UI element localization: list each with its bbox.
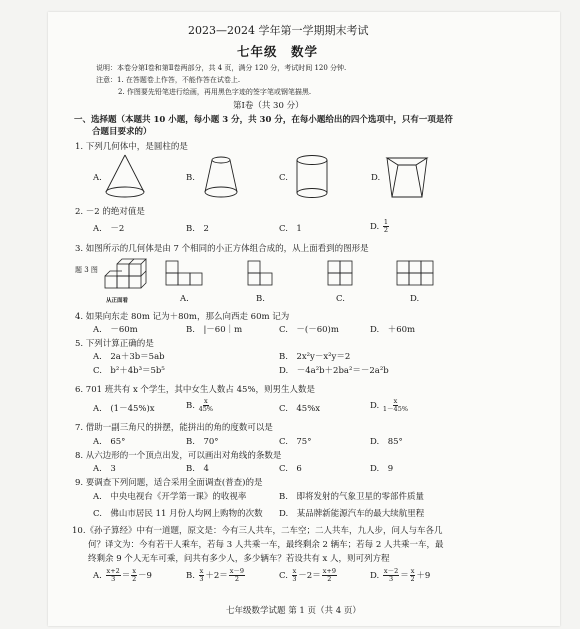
fraction-denominator: 3 <box>389 575 394 583</box>
q8-stem: 8. 从六边形的一个顶点出发，可以画出对角线的条数是 <box>75 451 282 461</box>
q6-option-d <box>370 398 409 413</box>
q10-option-d-label: D. <box>370 571 380 581</box>
fraction-denominator: 3 <box>199 575 204 583</box>
q6-option-d-label: D. <box>370 401 380 411</box>
exam-subtitle: 七年级 数学 <box>237 44 319 59</box>
fraction-denominator: 45% <box>198 405 214 413</box>
fraction-numerator: x+9 <box>322 567 336 575</box>
q10-option-c-label: C. <box>279 571 288 581</box>
q10-option-a-label: A. <box>93 571 102 581</box>
fraction <box>292 568 298 583</box>
q10-option-d <box>370 568 430 583</box>
operator: ＝ <box>121 571 131 581</box>
fraction-numerator: x <box>292 567 297 575</box>
q6-option-b <box>186 398 214 413</box>
q6-option-a: A. (1－45%)x <box>93 404 155 414</box>
q3-option-b-figure <box>246 259 276 289</box>
q8-option-b: B. 4 <box>186 464 209 474</box>
fraction-numerator: x <box>204 397 208 405</box>
q6-option-c: C. 45%x <box>279 404 321 414</box>
q3-figure-label: 题 3 图 <box>75 266 98 274</box>
section1-heading-b: 合题目要求的） <box>92 127 152 137</box>
fraction-denominator: 2 <box>383 226 389 234</box>
fraction <box>106 568 121 583</box>
fraction-denominator: 3 <box>292 575 297 583</box>
q8-option-c: C. 6 <box>279 464 302 474</box>
fraction <box>229 568 245 583</box>
note-line-3: 2. 作图要先铅笔进行绘画，再用黑色字迹的签字笔或钢笔描黑. <box>118 88 312 96</box>
fraction-denominator: 2 <box>410 575 415 583</box>
q10-stem-line-3: 终剩余 9 个人无车可乘，问共有多少人，多少辆车？若设共有 x 人，则可列方程 <box>88 554 390 564</box>
q5-stem: 5. 下列计算正确的是 <box>75 339 154 349</box>
fraction-denominator: 2 <box>234 575 239 583</box>
q3-option-d-figure <box>395 259 437 289</box>
page-footer: 七年级数学试题 第 1 页（共 4 页） <box>226 606 361 616</box>
q6-option-b-fraction <box>199 398 213 413</box>
q9-option-c: C. 佛山市居民 11 月份人均网上购物的次数 <box>93 509 263 519</box>
fraction <box>322 568 337 583</box>
q5-option-d: D. －4a²b＋2ba²＝－2a²b <box>279 366 389 376</box>
note-line-1: 说明：本卷分第Ⅰ卷和第Ⅱ卷两部分，共 4 页，满分 120 分，考试时间 120 分钟. <box>96 64 347 72</box>
q1-label-d: D. <box>371 173 381 183</box>
q9-stem: 9. 要调查下列问题，适合采用全面调查(普查)的是 <box>75 478 263 488</box>
q7-option-b: B. 70° <box>186 437 219 447</box>
fraction-denominator: 2 <box>132 575 137 583</box>
q1-label-a: A. <box>93 173 102 183</box>
q3-label-a: A. <box>180 294 189 304</box>
q6-option-b-label: B. <box>186 401 195 411</box>
q2-option-d-label: D. <box>370 222 380 232</box>
note-line-2: 注意：1. 在答题卷上作答，不能作答在试卷上. <box>96 76 241 84</box>
q5-option-a: A. 2a＋3b＝5ab <box>93 352 165 362</box>
q4-option-b: B. |－60｜m <box>186 325 243 335</box>
q5-option-c: C. b²＋4b³＝5b⁵ <box>93 366 165 376</box>
tail-term: －9 <box>137 571 152 581</box>
fraction-numerator: x－2 <box>383 567 399 575</box>
cylinder-figure <box>294 153 330 201</box>
q4-option-c: C. －(－60)m <box>279 325 339 335</box>
q3-option-a-figure <box>164 259 204 289</box>
q3-option-c-figure <box>326 259 356 289</box>
q7-option-c: C. 75° <box>279 437 312 447</box>
q10-option-b-label: B. <box>186 571 195 581</box>
cone-figure <box>103 152 147 200</box>
q4-stem: 4. 如果向东走 80m 记为＋80m，那么向西走 60m 记为 <box>75 312 290 322</box>
q2-option-c: C. 1 <box>279 224 302 234</box>
exam-title: 2023—2024 学年第一学期期末考试 <box>188 24 369 37</box>
fraction-numerator: x <box>393 397 398 405</box>
fraction-numerator: x <box>132 567 136 575</box>
q10-stem-line-1: 10.《孙子算经》中有一道题，原文是：今有三人共车，二车空；二人共车，九人步，问人与车各几 <box>72 526 443 536</box>
q7-stem: 7. 借助一副三角尺的拼摆，能拼出的角的度数可以是 <box>75 423 273 433</box>
operator: ＝ <box>400 571 409 581</box>
fraction-numerator: 1 <box>383 218 389 226</box>
front-view-label: 从正面看 <box>106 298 129 304</box>
operator: －2＝ <box>298 571 321 581</box>
q4-option-d: D. ＋60m <box>370 325 416 335</box>
q1-stem: 1. 下列几何体中，是圆柱的是 <box>75 142 188 152</box>
section1-heading-a: 一、选择题（本题共 10 小题，每小题 3 分，共 30 分，在每小题给出的四个选项中，只有一项是符 <box>74 115 453 125</box>
frustum-figure <box>203 154 239 200</box>
q3-stem: 3. 如图所示的几何体是由 7 个相同的小正方体组合成的，从上面看到的图形是 <box>75 244 369 254</box>
q9-option-d: D. 某品牌新能源汽车的最大续航里程 <box>279 509 425 519</box>
fraction <box>410 568 416 583</box>
fraction <box>383 568 399 583</box>
fraction-numerator: x－9 <box>229 567 245 575</box>
q4-option-a: A. －60m <box>93 325 138 335</box>
q5-option-b: B. 2x²y－x²y＝2 <box>279 352 351 362</box>
fraction-numerator: x <box>199 567 204 575</box>
q2-option-d-fraction <box>383 219 389 234</box>
fraction-denominator: 1－45% <box>382 405 409 413</box>
q2-stem: 2. －2 的绝对值是 <box>75 207 145 217</box>
operator: ＋2＝ <box>205 571 228 581</box>
q9-option-b: B. 即将发射的气象卫星的零部件质量 <box>279 492 424 502</box>
q3-label-c: C. <box>336 294 345 304</box>
q10-option-b <box>186 568 246 583</box>
q2-option-b: B. 2 <box>186 224 209 234</box>
fraction-numerator: x <box>410 567 415 575</box>
fraction-denominator: 2 <box>327 575 332 583</box>
q2-option-d <box>370 219 390 234</box>
q3-label-d: D. <box>410 294 420 304</box>
q7-option-a: A. 65° <box>93 437 126 447</box>
q10-option-a <box>93 568 152 583</box>
q8-option-d: D. 9 <box>370 464 394 474</box>
q10-stem-line-2: 何？译文为：今有若干人乘车，若每 3 人共乘一车，最终剩余 2 辆车；若每 2 人共乘一车，最 <box>88 540 444 550</box>
fraction <box>131 568 137 583</box>
q6-option-d-fraction <box>383 398 408 413</box>
q7-option-d: D. 85° <box>370 437 403 447</box>
part1-heading: 第Ⅰ卷（共 30 分） <box>233 101 304 111</box>
q3-label-b: B. <box>256 294 265 304</box>
q1-label-c: C. <box>279 173 288 183</box>
q1-label-b: B. <box>186 173 195 183</box>
fraction <box>199 568 205 583</box>
cubes-3d-figure <box>101 254 153 294</box>
tail-term: ＋9 <box>416 571 431 581</box>
q10-option-c <box>279 568 338 583</box>
fraction-numerator: x+2 <box>106 567 120 575</box>
q9-option-a: A. 中央电视台《开学第一课》的收视率 <box>93 492 247 502</box>
q6-stem: 6. 701 班共有 x 个学生，其中女生人数占 45%，则男生人数是 <box>75 385 316 395</box>
q2-option-a: A. －2 <box>93 224 125 234</box>
prism-figure <box>384 153 430 203</box>
fraction-denominator: 3 <box>111 575 116 583</box>
q8-option-a: A. 3 <box>93 464 116 474</box>
